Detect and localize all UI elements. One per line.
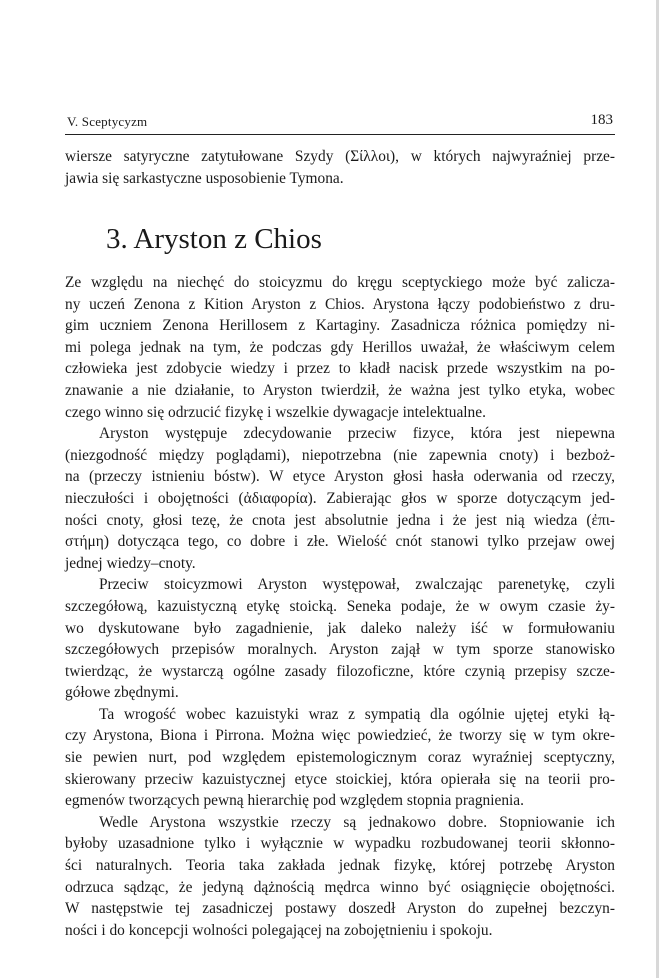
text-line: czego winno się odrzucić fizykę i wszelkie dywagacje intelektualne.: [65, 403, 486, 421]
paragraph: [65, 423, 615, 574]
text-line: nieczułości i obojętności (ἀδιαφορία). Zabierając głos w sporze dotyczącym jed-: [65, 489, 615, 507]
text-line: skierowany przeciw kazuistycznej etyce stoickiej, która opierała się na teorii pro-: [65, 770, 615, 788]
paragraph: [65, 272, 615, 423]
text-line: odrzuca sądząc, że jedyną dążnością mędrca winno być osiągnięcie obojętności.: [65, 878, 615, 896]
chapter-title: V. Sceptycyzm: [67, 114, 148, 129]
text-line: Przeciw stoicyzmowi Aryston występował, zwalczając parenetykę, czyli: [99, 576, 615, 594]
text-line: Wedle Arystona wszystkie rzeczy są jednakowo dobre. Stopniowanie ich: [99, 813, 615, 831]
text-line: Ze względu na niechęć do stoicyzmu do kręgu sceptyckiego może być zalicza-: [65, 274, 615, 291]
text-line: ny uczeń Zenona z Kition Aryston z Chios. Arystona łączy podobieństwo z dru-: [65, 295, 615, 313]
text-line: na (przeczy istnieniu bóstw). W etyce Aryston głosi hasła oderwania od rzeczy,: [65, 468, 615, 486]
header-rule: [65, 134, 615, 135]
text-line: szczegółową, kazuistyczną etykę stoicką. Seneka podaje, że w owym czasie ży-: [65, 597, 615, 615]
text-line: W następstwie tej zasadniczej postawy doszedł Aryston do zupełnej bezczyn-: [65, 900, 615, 918]
text-line: ności i do koncepcji wolności polegającej na zobojętnieniu i spokoju.: [65, 921, 493, 939]
text-line: gim uczniem Zenona Herillosem z Kartaginy. Zasadnicza różnica pomiędzy ni-: [65, 317, 615, 335]
text-line: Ta wrogość wobec kazuistyki wraz z sympatią dla ogólnie ujętej etyki łą-: [99, 705, 615, 723]
text-line: mi polega jednak na tym, że podczas gdy Herillos uważał, że właściwym celem: [65, 338, 615, 356]
text-line: (niezgodność między poglądami), niepotrzebna (nie zapewnia cnoty) i bezboż-: [65, 446, 615, 464]
text-line: ści naturalnych. Teoria taka zakłada jednak fizykę, której potrzebę Aryston: [65, 857, 615, 875]
text-line: znawanie a nie działanie, to Aryston twierdził, że ważna jest tylko etyka, wobec: [65, 381, 615, 399]
running-header: [67, 112, 613, 132]
text-line: byłoby uzasadnione tylko i wyłącznie w wypadku rozbudowanej teorii skłonno-: [65, 835, 615, 853]
page-number: 183: [590, 112, 613, 128]
intro-text: [65, 146, 615, 189]
text-line: egmenów tworzących pewną hierarchię pod względem stopnia pragnienia.: [65, 792, 524, 810]
text-line: twierdząc, że wystarczą ogólne zasady filozoficzne, które czynią przepisy szcze-: [65, 662, 615, 680]
paragraph: [65, 812, 615, 942]
text-line: jednej wiedzy–cnoty.: [65, 554, 196, 572]
paragraph: [65, 574, 615, 704]
text-line: Aryston występuje zdecydowanie przeciw fizyce, która jest niepewna: [99, 425, 615, 443]
text-line: στήμη) dotycząca tego, co dobre i złe. Wielość cnót stanowi tylko przejaw owej: [65, 533, 615, 551]
text-line: jawia się sarkastyczne usposobienie Tymona.: [65, 169, 344, 187]
paragraph: [65, 704, 615, 812]
text-line: wo dyskutowane było zagadnienie, jak daleko należy iść w formułowaniu: [65, 619, 615, 637]
text-line: gółowe zbędnymi.: [65, 684, 179, 702]
text-line: człowieka jest zdobycie wiedzy i przez to kładł nacisk przede wszystkim na po-: [65, 360, 615, 378]
text-line: ności cnoty, głosi tezę, że cnota jest absolutnie jedna i że jest nią wiedza (ἐπι-: [65, 511, 615, 529]
section-title: 3. Aryston z Chios: [106, 223, 322, 255]
section-body: [65, 272, 615, 941]
text-line: szczegółowych przepisów moralnych. Aryston zajął w tym sporze stanowisko: [65, 641, 615, 659]
text-line: wiersze satyryczne zatytułowane Szydy (Σίλλοι), w których najwyraźniej prze-: [65, 148, 615, 165]
text-line: sie pewien nurt, pod względem epistemologicznym coraz wyraźniej sceptyczny,: [65, 749, 615, 767]
text-line: czy Arystona, Biona i Pirrona. Można więc powiedzieć, że tworzy się w tym okre-: [65, 727, 615, 745]
